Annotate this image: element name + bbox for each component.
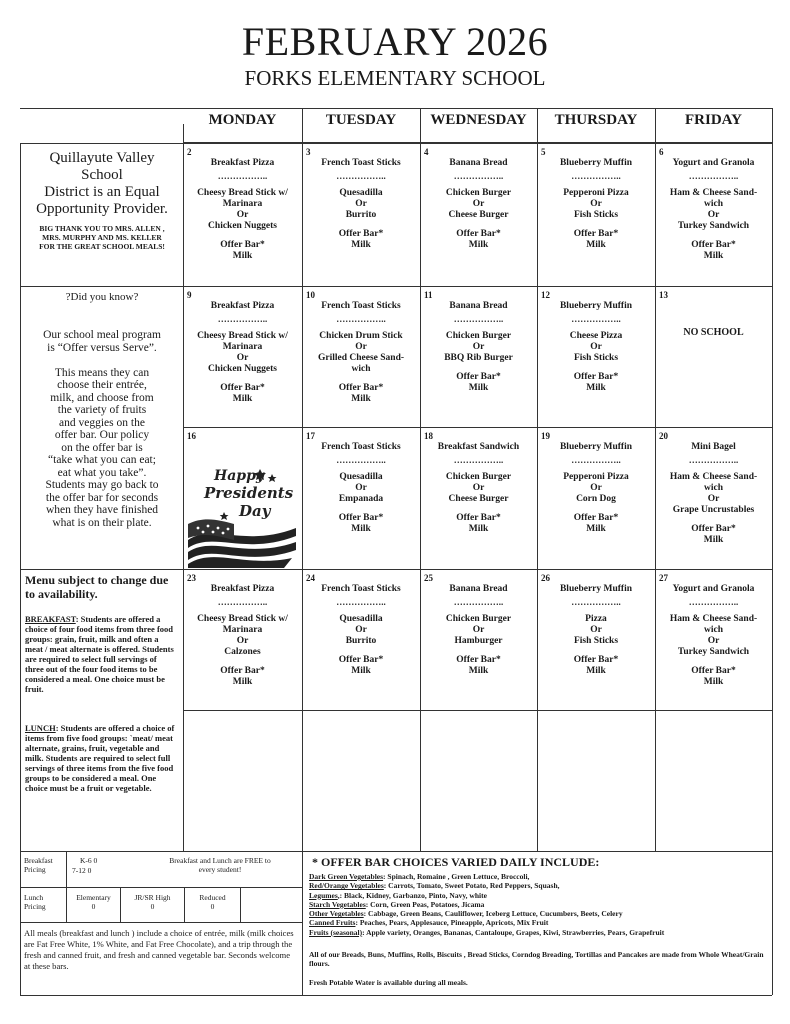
lunch-item: Ham & Cheese Sand- wich Or Turkey Sandwich xyxy=(669,188,758,231)
divider-dots: …………….. xyxy=(571,597,621,607)
grid-line-left xyxy=(20,143,21,995)
lunch-item: Pizza Or Fish Sticks xyxy=(573,614,619,646)
whole-grain-note: All of our Breads, Buns, Muffins, Rolls, Biscuits , Bread Sticks, Corndog Breading, Tortillas and Pancakes are made from Whole Wheat/Grain flours. xyxy=(309,950,764,969)
offer-bar-milk: Offer Bar* Milk xyxy=(691,240,736,261)
holiday-text-day: Day xyxy=(239,502,271,520)
reduced-label: Reduced xyxy=(199,893,226,902)
calendar-cell xyxy=(303,428,419,568)
day-number: 16 xyxy=(187,431,196,441)
day-number: 13 xyxy=(659,290,668,300)
offer-bar-title: * OFFER BAR CHOICES VARIED DAILY INCLUDE: xyxy=(312,855,600,869)
pricing-vline-4 xyxy=(240,887,241,922)
day-header-wednesday: WEDNESDAY xyxy=(430,112,527,128)
breakfast-pricing-label: Breakfast Pricing xyxy=(24,856,53,874)
offer-bar-milk: Offer Bar* Milk xyxy=(456,372,501,393)
day-header-friday: FRIDAY xyxy=(685,112,742,128)
lunch-item: Ham & Cheese Sand- wich Or Grape Uncrustables xyxy=(669,472,758,515)
day-number: 18 xyxy=(424,431,433,441)
grid-line-bottom xyxy=(20,851,772,852)
calendar-cell xyxy=(656,287,771,427)
offer-bar-milk: Offer Bar* Milk xyxy=(573,372,619,393)
breakfast-policy-label: BREAKFAST xyxy=(25,614,76,624)
flag-stripes-icon xyxy=(188,519,296,568)
lunch-item: Chicken Burger Or Hamburger xyxy=(445,614,512,646)
offer-bar-milk: Offer Bar* Milk xyxy=(691,666,736,687)
calendar-cell xyxy=(538,570,654,710)
lunch-policy-text: : Students are offered a choice of items from five food groups: `meat/ meat alternate, grains, fruit, vegetable and milk. Students are required to select full servings of three items from the five food groups to be considered a meal. One choice must be a fruit or vegetable. xyxy=(25,723,175,793)
calendar-cell xyxy=(421,287,536,427)
lunch-item: Pepperoni Pizza Or Fish Sticks xyxy=(563,188,629,220)
offer-bar-milk: Offer Bar* Milk xyxy=(573,655,619,676)
calendar-cell-holiday xyxy=(184,428,301,568)
breakfast-item: Blueberry Muffin xyxy=(559,158,633,168)
breakfast-item: Banana Bread xyxy=(449,301,508,311)
day-number: 25 xyxy=(424,573,433,583)
day-number: 2 xyxy=(187,147,192,157)
lunch-item: Cheesy Bread Stick w/ Marinara Or Chicken Nuggets xyxy=(197,188,288,231)
day-number: 3 xyxy=(306,147,311,157)
offer-bar-milk: Offer Bar* Milk xyxy=(691,524,736,545)
day-header-monday: MONDAY xyxy=(208,112,277,128)
calendar-cell xyxy=(656,144,771,284)
offer-bar-milk: Offer Bar* Milk xyxy=(338,655,384,676)
breakfast-pricing-k6: K-6 0 xyxy=(80,856,98,865)
calendar-cell xyxy=(538,428,654,568)
all-meals-note: All meals (breakfast and lunch ) include a choice of entrée, milk (milk choices are Fat Free White, 1% White, and Fat Free Chocolate), and a trip through the fresh and canned fruit, and fresh and canned vegetable bar. Seconds welcome at these bars. xyxy=(24,928,294,971)
lunch-policy xyxy=(25,723,177,793)
lunch-item: Chicken Drum Stick Or Grilled Cheese Sand- wich xyxy=(317,331,405,374)
breakfast-item: Yogurt and Granola xyxy=(672,158,755,168)
lunch-item: Cheese Pizza Or Fish Sticks xyxy=(569,331,623,363)
presidents-day-graphic xyxy=(184,428,301,568)
divider-dots: …………….. xyxy=(217,597,268,607)
day-number: 19 xyxy=(541,431,550,441)
offer-bar-milk: Offer Bar* Milk xyxy=(456,513,501,534)
day-number: 4 xyxy=(424,147,429,157)
divider-dots: …………….. xyxy=(453,314,504,324)
offer-bar-list xyxy=(309,872,769,937)
water-note: Fresh Potable Water is available during all meals. xyxy=(309,978,468,987)
elementary-label: Elementary xyxy=(76,893,111,902)
breakfast-item: Breakfast Pizza xyxy=(210,584,275,594)
pricing-vline-1 xyxy=(66,851,67,922)
page-title: FEBRUARY 2026 xyxy=(241,19,549,64)
divider-dots: …………….. xyxy=(453,597,504,607)
calendar-cell xyxy=(184,570,301,710)
breakfast-item: French Toast Sticks xyxy=(321,301,401,311)
offer-bar-item: Legumes,: Black, Kidney, Garbanzo, Pinto, Navy, white xyxy=(309,890,487,900)
divider-dots: …………….. xyxy=(688,597,739,607)
divider-dots: …………….. xyxy=(336,597,386,607)
lunch-item: Cheesy Bread Stick w/ Marinara Or Calzones xyxy=(197,614,288,657)
divider-dots: …………….. xyxy=(336,455,386,465)
no-school-label: NO SCHOOL xyxy=(683,327,744,338)
did-you-know: ?Did you know? xyxy=(65,291,139,303)
grid-line-footer xyxy=(20,995,772,996)
day-number: 5 xyxy=(541,147,546,157)
offer-bar-milk: Offer Bar* Milk xyxy=(220,666,265,687)
offer-bar-item: Canned Fruits: Peaches, Pears, Applesauce, Pineapple, Apricots, Mix Fruit xyxy=(309,918,549,928)
holiday-text-presidents: Presidents xyxy=(204,484,294,502)
divider-dots: …………….. xyxy=(571,455,621,465)
calendar-cell xyxy=(656,570,771,710)
breakfast-item: French Toast Sticks xyxy=(321,158,401,168)
lunch-item: Chicken Burger Or Cheese Burger xyxy=(445,472,512,504)
free-meals-note: Breakfast and Lunch are FREE to every student! xyxy=(169,856,271,874)
jrsr-value: 0 xyxy=(150,902,155,911)
calendar-cell xyxy=(421,428,536,568)
breakfast-item: French Toast Sticks xyxy=(321,584,401,594)
breakfast-item: Banana Bread xyxy=(449,584,508,594)
day-number: 6 xyxy=(659,147,664,157)
calendar-cell xyxy=(421,144,536,284)
breakfast-policy xyxy=(25,614,175,694)
calendar-cell xyxy=(184,287,301,427)
breakfast-item: Blueberry Muffin xyxy=(559,584,633,594)
divider-dots: …………….. xyxy=(217,314,268,324)
menu-change-note: Menu subject to change due to availability. xyxy=(25,573,169,601)
divider-dots: …………….. xyxy=(336,171,386,181)
lunch-item: Pepperoni Pizza Or Corn Dog xyxy=(563,472,629,504)
breakfast-item: French Toast Sticks xyxy=(321,442,401,452)
lunch-item: Chicken Burger Or Cheese Burger xyxy=(445,188,512,220)
breakfast-pricing-712: 7-12 0 xyxy=(72,866,92,875)
grid-line-right xyxy=(772,108,773,995)
offer-bar-milk: Offer Bar* Milk xyxy=(573,229,619,250)
elementary-value: 0 xyxy=(91,902,96,911)
breakfast-item: Banana Bread xyxy=(449,158,508,168)
offer-bar-milk: Offer Bar* Milk xyxy=(338,513,384,534)
day-number: 23 xyxy=(187,573,196,583)
district-statement: Quillayute Valley School District is an Equal Opportunity Provider. xyxy=(36,150,168,217)
offer-bar-item: Other Vegetables: Cabbage, Green Beans, Cauliflower, Iceberg Lettuce, Cucumbers, Beets, Celery xyxy=(309,909,623,919)
calendar-cell xyxy=(656,428,771,568)
offer-bar-milk: Offer Bar* Milk xyxy=(456,655,501,676)
lunch-item: Ham & Cheese Sand- wich Or Turkey Sandwich xyxy=(669,614,758,657)
lunch-item: Quesadilla Or Burrito xyxy=(339,614,383,646)
offer-bar-milk: Offer Bar* Milk xyxy=(456,229,501,250)
reduced-value: 0 xyxy=(210,902,215,911)
offer-bar-milk: Offer Bar* Milk xyxy=(338,229,384,250)
holiday-text-happy: Happy xyxy=(214,468,265,484)
divider-dots: …………….. xyxy=(688,171,739,181)
day-header-thursday: THURSDAY xyxy=(554,112,638,128)
breakfast-item: Breakfast Pizza xyxy=(210,301,275,311)
day-number: 10 xyxy=(306,290,315,300)
lunch-item: Cheesy Bread Stick w/ Marinara Or Chicken Nuggets xyxy=(197,331,288,374)
lunch-item: Quesadilla Or Empanada xyxy=(338,472,384,504)
offer-bar-item: Red/Orange Vegetables: Carrots, Tomato, Sweet Potato, Red Peppers, Squash, xyxy=(309,881,560,891)
offer-bar-milk: Offer Bar* Milk xyxy=(338,383,384,404)
lunch-item: Quesadilla Or Burrito xyxy=(339,188,383,220)
calendar-cell xyxy=(184,144,301,284)
divider-dots: …………….. xyxy=(453,171,504,181)
divider-dots: …………….. xyxy=(571,314,621,324)
calendar-cell xyxy=(538,287,654,427)
jrsr-label: JR/SR High xyxy=(134,893,171,902)
calendar-cell xyxy=(421,570,536,710)
school-name: FORKS ELEMENTARY SCHOOL xyxy=(244,66,546,90)
day-header-tuesday: TUESDAY xyxy=(325,112,397,128)
divider-dots: …………….. xyxy=(217,171,268,181)
divider-dots: …………….. xyxy=(453,455,504,465)
grid-line-row5 xyxy=(183,710,772,711)
breakfast-item: Breakfast Pizza xyxy=(210,158,275,168)
breakfast-policy-text: : Students are offered a choice of four food items from three food groups: grain, fruit, milk and often a meat / meat alternate is offered. Students are required to select full servings of three out of the four food items to be considered a meal. One choice must be fruit. xyxy=(25,614,174,694)
offer-bar-item: Dark Green Vegetables: Spinach, Romaine , Green Lettuce, Broccoli, xyxy=(309,872,530,881)
day-number: 27 xyxy=(659,573,668,583)
day-number: 12 xyxy=(541,290,550,300)
divider-dots: …………….. xyxy=(336,314,386,324)
offer-versus-serve-text: Our school meal program is “Offer versus Serve”. This means they can choose their entrée, milk, and choose from the variety of fruits and veggies on the offer bar. Our policy on the offer bar is “take what you can eat; eat what you take”. Students may go back to the offer bar for seconds when they have finished what is on their plate. xyxy=(43,329,161,529)
day-number: 11 xyxy=(424,290,433,300)
day-number: 20 xyxy=(659,431,668,441)
pricing-line-1 xyxy=(20,887,302,888)
day-number: 24 xyxy=(306,573,315,583)
offer-bar-milk: Offer Bar* Milk xyxy=(220,383,265,404)
breakfast-item: Blueberry Muffin xyxy=(559,301,633,311)
breakfast-item: Yogurt and Granola xyxy=(672,584,755,594)
lunch-pricing-label: Lunch Pricing xyxy=(24,893,46,911)
day-number: 17 xyxy=(306,431,315,441)
day-number: 9 xyxy=(187,290,192,300)
calendar-cell xyxy=(303,144,419,284)
offer-bar-milk: Offer Bar* Milk xyxy=(573,513,619,534)
calendar-cell xyxy=(303,287,419,427)
pricing-line-2 xyxy=(20,922,302,923)
day-number: 26 xyxy=(541,573,550,583)
offer-bar-item: Starch Vegetables: Corn, Green Peas, Potatoes, Jicama xyxy=(309,899,485,909)
calendar-cell xyxy=(303,570,419,710)
calendar-cell xyxy=(538,144,654,284)
lunch-item: Chicken Burger Or BBQ Rib Burger xyxy=(444,331,513,363)
thank-you-note: BIG THANK YOU TO MRS. ALLEN , MRS. MURPHY AND MS. KELLER FOR THE GREAT SCHOOL MEALS! xyxy=(39,224,165,251)
lunch-policy-label: LUNCH xyxy=(25,723,56,733)
offer-bar-item: Fruits (seasonal): Apple variety, Oranges, Bananas, Cantaloupe, Grapes, Kiwi, Strawberries, Pears, Grapefruit xyxy=(309,927,665,937)
breakfast-item: Mini Bagel xyxy=(691,442,736,452)
grid-line-top xyxy=(20,108,772,109)
divider-dots: …………….. xyxy=(688,455,739,465)
breakfast-item: Breakfast Sandwich xyxy=(437,442,520,452)
offer-bar-milk: Offer Bar* Milk xyxy=(220,240,265,261)
breakfast-item: Blueberry Muffin xyxy=(559,442,633,452)
divider-dots: …………….. xyxy=(571,171,621,181)
